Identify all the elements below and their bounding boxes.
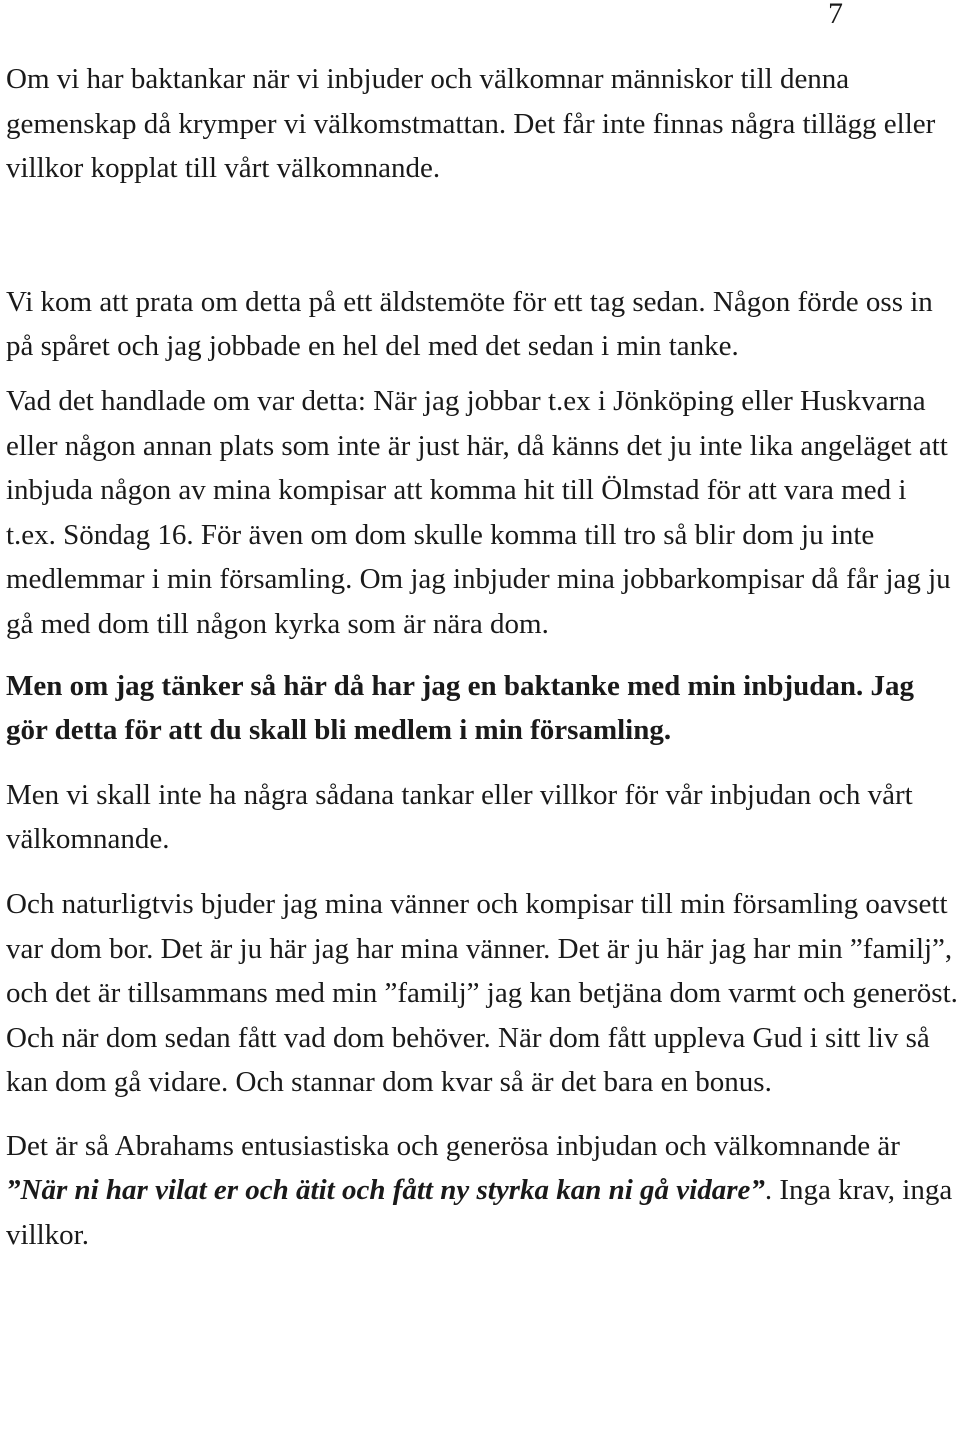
paragraph-3: Vad det handlade om var detta: När jag jobbar t.ex i Jönköping eller Huskvarna eller någon annan plats som inte är just här, då känns det ju inte lika angeläget att inbjuda någon av mina kompisar att komma hit till Ölmstad för att vara med i t.ex. Söndag 16. För även om dom skulle komma till tro så blir dom ju inte medlemmar i min församling. Om jag inbjuder mina jobbarkompisar då får jag ju gå med dom till någon kyrka som är nära dom. [6, 384, 951, 640]
document-body [6, 57, 960, 1258]
paragraph-7-start: Det är så Abrahams entusiastiska och generösa inbjudan och välkomnande är [6, 1129, 900, 1162]
page-number: 7 [828, 0, 843, 30]
paragraph-7 [6, 1124, 960, 1258]
paragraph-2: Vi kom att prata om detta på ett äldstemöte för ett tag sedan. Någon förde oss in på spåret och jag jobbade en hel del med det sedan i min tanke. [6, 285, 933, 363]
paragraph-5: Men vi skall inte ha några sådana tankar eller villkor för vår inbjudan och vårt välkomnande. [6, 778, 913, 856]
paragraph-4-bold: Men om jag tänker så här då har jag en baktanke med min inbjudan. Jag gör detta för att du skall bli medlem i min församling. [6, 669, 914, 747]
paragraph-1: Om vi har baktankar när vi inbjuder och välkomnar människor till denna gemenskap då krymper vi välkomstmattan. Det får inte finnas några tillägg eller villkor kopplat till vårt välkomnande. [6, 63, 936, 185]
paragraph-6: Och naturligtvis bjuder jag mina vänner och kompisar till min församling oavsett var dom bor. Det är ju här jag har mina vänner. Det är ju här jag har min ”familj”, och det är tillsammans med min ”familj” jag kan betjäna dom varmt och generöst. Och när dom sedan fått vad dom behöver. När dom fått uppleva Gud i sitt liv så kan dom gå vidare. Och stannar dom kvar så är det bara en bonus. [6, 887, 958, 1099]
paragraph-7-end: . Inga krav, inga villkor. [6, 1174, 953, 1252]
paragraph-7-quote: ”När ni har vilat er och ätit och fått ny styrka kan ni gå vidare” [6, 1174, 765, 1207]
